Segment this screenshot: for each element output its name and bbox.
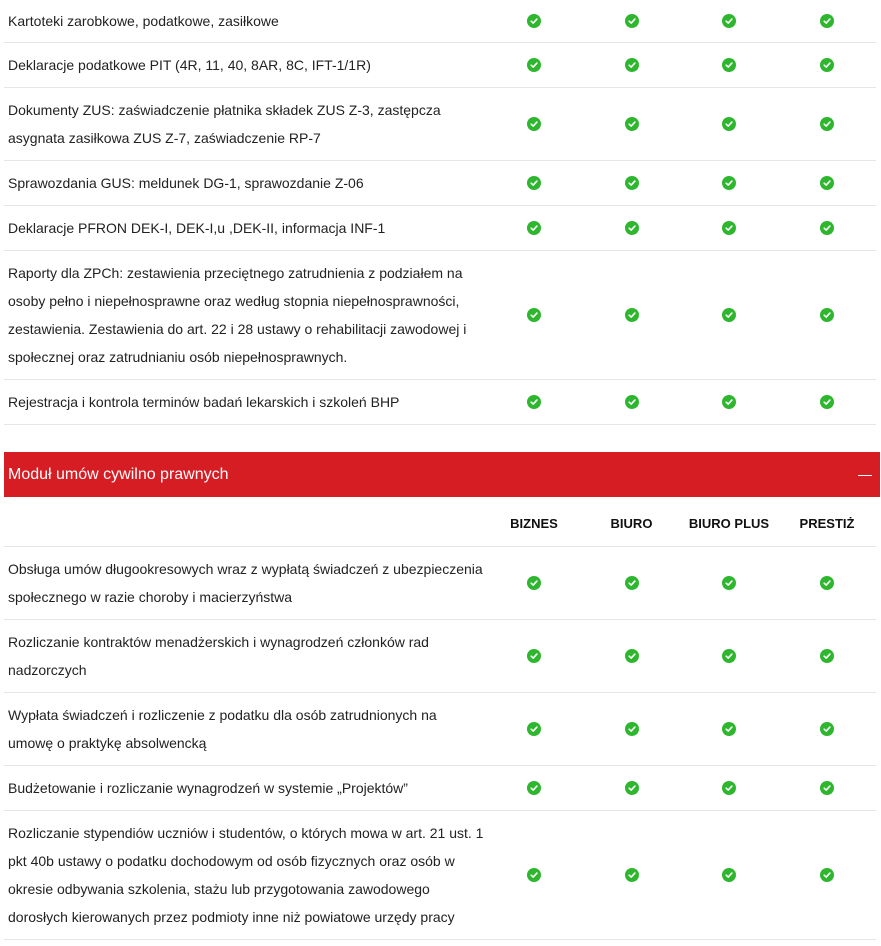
feature-label: Deklaracje PFRON DEK-I, DEK-I,u ,DEK-II, informacja INF-1 (8, 220, 386, 236)
check-circle-icon (527, 868, 541, 882)
check-circle-icon (722, 722, 736, 736)
plan-cell (680, 308, 778, 322)
table-row (4, 547, 876, 620)
feature-label: Dokumenty ZUS: zaświadczenie płatnika składek ZUS Z-3, zastępcza asygnata zasiłkowa ZUS Z-7, zaświadczenie RP-7 (8, 102, 441, 146)
plan-cell (680, 576, 778, 590)
plan-cell (485, 649, 583, 663)
plan-cell (485, 176, 583, 190)
features-table-previous-module (4, 0, 876, 425)
plan-cell (680, 221, 778, 235)
plan-cell (583, 117, 680, 131)
plan-cell (583, 14, 680, 28)
plan-cell (778, 117, 876, 131)
table-row (4, 206, 876, 251)
plan-header-prestiz: PRESTIŻ (799, 516, 855, 531)
plan-cell (583, 649, 680, 663)
check-circle-icon (527, 576, 541, 590)
check-circle-icon (820, 395, 834, 409)
check-circle-icon (820, 221, 834, 235)
plan-header-biuro: BIURO (610, 516, 653, 531)
features-table-civil-contracts (4, 501, 876, 940)
check-circle-icon (820, 576, 834, 590)
check-circle-icon (527, 395, 541, 409)
check-circle-icon (527, 14, 541, 28)
feature-label: Rozliczanie stypendiów uczniów i studentów, o których mowa w art. 21 ust. 1 pkt 40b ustawy o podatku dochodowym od osób fizycznych oraz osób w okresie odbywania szkolenia, stażu lub przygotowania zawodowego dorosłych kierowanych przez podmioty inne niż powiatowe urzędy pracy (8, 825, 484, 925)
check-circle-icon (722, 58, 736, 72)
check-circle-icon (625, 576, 639, 590)
table-row (4, 811, 876, 940)
plan-cell (680, 649, 778, 663)
check-circle-icon (820, 649, 834, 663)
table-row (4, 693, 876, 766)
plan-cell (680, 868, 778, 882)
check-circle-icon (527, 308, 541, 322)
check-circle-icon (625, 176, 639, 190)
feature-label: Kartoteki zarobkowe, podatkowe, zasiłkowe (8, 13, 279, 29)
section-header-civil-contracts[interactable] (4, 452, 880, 497)
table-row (4, 88, 876, 161)
check-circle-icon (722, 117, 736, 131)
feature-label: Budżetowanie i rozliczanie wynagrodzeń w systemie „Projektów” (8, 780, 408, 796)
plan-cell (778, 14, 876, 28)
check-circle-icon (625, 14, 639, 28)
feature-label: Raporty dla ZPCh: zestawienia przeciętnego zatrudnienia z podziałem na osoby pełno i niepełnosprawne oraz według stopnia niepełnosprawności, zestawienia. Zestawienia do art. 22 i 28 ustawy o rehabilitacji zawodowej i społecznej oraz zatrudnianiu osób niepełnosprawnych. (8, 265, 467, 365)
check-circle-icon (527, 176, 541, 190)
check-circle-icon (625, 308, 639, 322)
plan-header-biznes: BIZNES (510, 516, 558, 531)
plan-cell (485, 14, 583, 28)
plan-cell (778, 221, 876, 235)
check-circle-icon (820, 868, 834, 882)
check-circle-icon (625, 781, 639, 795)
check-circle-icon (625, 649, 639, 663)
plan-cell (778, 176, 876, 190)
check-circle-icon (625, 868, 639, 882)
plan-cell (680, 58, 778, 72)
check-circle-icon (527, 117, 541, 131)
plan-cell (583, 395, 680, 409)
feature-label: Deklaracje podatkowe PIT (4R, 11, 40, 8AR, 8C, IFT-1/1R) (8, 57, 371, 73)
table-row (4, 251, 876, 380)
check-circle-icon (527, 781, 541, 795)
plan-cell (583, 781, 680, 795)
check-circle-icon (722, 576, 736, 590)
check-circle-icon (722, 14, 736, 28)
section-title: Moduł umów cywilno prawnych (8, 465, 229, 483)
check-circle-icon (722, 395, 736, 409)
plan-cell (778, 395, 876, 409)
check-circle-icon (722, 781, 736, 795)
check-circle-icon (722, 649, 736, 663)
feature-label: Rejestracja i kontrola terminów badań lekarskich i szkoleń BHP (8, 394, 400, 410)
check-circle-icon (625, 221, 639, 235)
check-circle-icon (820, 781, 834, 795)
plan-cell (583, 308, 680, 322)
table-row (4, 380, 876, 425)
plan-cell (485, 868, 583, 882)
check-circle-icon (820, 58, 834, 72)
plan-cell (485, 781, 583, 795)
check-circle-icon (527, 221, 541, 235)
check-circle-icon (722, 176, 736, 190)
plan-cell (778, 722, 876, 736)
plan-cell (778, 308, 876, 322)
check-circle-icon (722, 308, 736, 322)
plan-cell (485, 117, 583, 131)
feature-label: Obsługa umów długookresowych wraz z wypłatą świadczeń z ubezpieczenia społecznego w razie choroby i macierzyństwa (8, 561, 483, 605)
table-row (4, 620, 876, 693)
check-circle-icon (527, 722, 541, 736)
plan-cell (680, 14, 778, 28)
plan-cell (583, 576, 680, 590)
check-circle-icon (625, 395, 639, 409)
plan-cell (485, 722, 583, 736)
plan-cell (583, 176, 680, 190)
check-circle-icon (820, 308, 834, 322)
plan-header-biuro-plus: BIURO PLUS (688, 516, 770, 531)
check-circle-icon (625, 117, 639, 131)
check-circle-icon (820, 176, 834, 190)
check-circle-icon (820, 722, 834, 736)
plan-cell (778, 58, 876, 72)
table-row (4, 766, 876, 811)
plan-cell (485, 221, 583, 235)
plan-cell (680, 176, 778, 190)
plan-cell (485, 576, 583, 590)
plan-cell (583, 58, 680, 72)
check-circle-icon (527, 649, 541, 663)
plan-cell (680, 781, 778, 795)
plan-cell (680, 722, 778, 736)
check-circle-icon (820, 14, 834, 28)
feature-label: Wypłata świadczeń i rozliczenie z podatku dla osób zatrudnionych na umowę o praktykę absolwencką (8, 707, 437, 751)
plan-cell (778, 649, 876, 663)
table-row (4, 43, 876, 88)
table-row (4, 0, 876, 43)
check-circle-icon (820, 117, 834, 131)
check-circle-icon (527, 58, 541, 72)
plan-cell (778, 576, 876, 590)
plan-cell (583, 868, 680, 882)
plan-cell (485, 58, 583, 72)
feature-label: Rozliczanie kontraktów menadżerskich i wynagrodzeń członków rad nadzorczych (8, 634, 429, 678)
plan-cell (485, 308, 583, 322)
check-circle-icon (625, 722, 639, 736)
plan-cell (680, 395, 778, 409)
plans-header-row (4, 501, 876, 547)
plan-cell (583, 221, 680, 235)
feature-label: Sprawozdania GUS: meldunek DG-1, sprawozdanie Z-06 (8, 175, 364, 191)
minus-icon[interactable] (858, 468, 872, 482)
plan-cell (778, 781, 876, 795)
check-circle-icon (625, 58, 639, 72)
plan-cell (778, 868, 876, 882)
check-circle-icon (722, 221, 736, 235)
plan-cell (583, 722, 680, 736)
table-row (4, 161, 876, 206)
plan-cell (485, 395, 583, 409)
check-circle-icon (722, 868, 736, 882)
plan-cell (680, 117, 778, 131)
